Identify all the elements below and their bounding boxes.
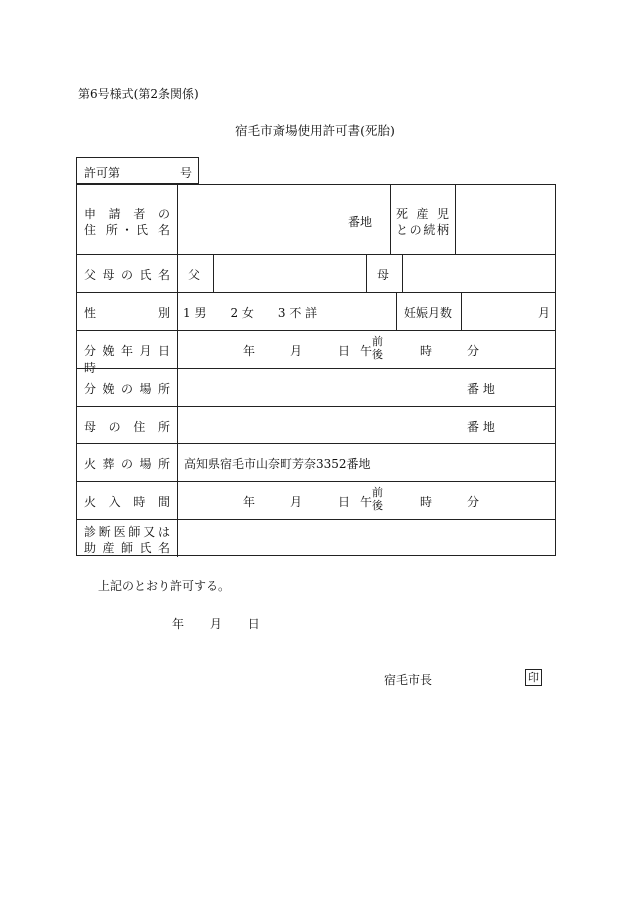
delivery-month-unit[interactable]: 月 bbox=[290, 344, 303, 358]
pregnancy-months-label: 妊娠月数 bbox=[404, 306, 453, 320]
delivery-am: 前 bbox=[372, 335, 383, 348]
delivery-datetime-label: 分 娩 年 月 日 時 bbox=[84, 344, 170, 375]
pregnancy-months-unit: 月 bbox=[538, 306, 551, 320]
relation-label-line2: との続柄 bbox=[396, 223, 449, 237]
mother-address-suffix[interactable]: 番 地 bbox=[467, 420, 495, 434]
cremation-time-label: 火 入 時 間 bbox=[84, 495, 170, 509]
delivery-ampm-label: 午 bbox=[360, 344, 373, 358]
gender-options[interactable]: 1 男 2 女 3 不 詳 bbox=[183, 306, 318, 320]
cremation-hour-unit[interactable]: 時 bbox=[420, 495, 433, 509]
mother-address-label: 母 の 住 所 bbox=[84, 420, 170, 434]
doctor-label-line2: 助 産 師 氏 名 bbox=[84, 541, 170, 555]
delivery-pm: 後 bbox=[372, 348, 383, 361]
cremation-am-pm-choice[interactable] bbox=[372, 486, 383, 512]
doctor-label-line1: 診断医師又は bbox=[84, 525, 170, 539]
delivery-year-unit[interactable]: 年 bbox=[243, 344, 256, 358]
permit-number-box bbox=[76, 157, 199, 184]
parents-label: 父 母 の 氏 名 bbox=[84, 268, 170, 282]
cremation-month-unit[interactable]: 月 bbox=[290, 495, 303, 509]
gender-label: 性 別 bbox=[84, 306, 170, 320]
cremation-year-unit[interactable]: 年 bbox=[243, 495, 256, 509]
approval-note: 上記のとおり許可する。 bbox=[98, 579, 231, 593]
permit-prefix: 許可第 bbox=[84, 166, 121, 180]
cremation-place-value: 高知県宿毛市山奈町芳奈3352番地 bbox=[184, 457, 371, 471]
delivery-day-unit[interactable]: 日 bbox=[338, 344, 351, 358]
issue-year-unit[interactable]: 年 bbox=[172, 617, 185, 631]
delivery-place-label: 分 娩 の 場 所 bbox=[84, 382, 170, 396]
father-label: 父 bbox=[188, 268, 201, 282]
document-title: 宿毛市斎場使用許可書(死胎) bbox=[235, 123, 395, 138]
cremation-am: 前 bbox=[372, 486, 383, 499]
permit-form-table bbox=[76, 184, 556, 556]
applicant-address-suffix[interactable]: 番地 bbox=[348, 215, 373, 229]
cremation-place-label: 火 葬 の 場 所 bbox=[84, 457, 170, 471]
delivery-minute-unit[interactable]: 分 bbox=[467, 344, 480, 358]
mayor-title: 宿毛市長 bbox=[384, 673, 433, 687]
relation-label-line1: 死 産 児 bbox=[396, 207, 449, 221]
applicant-label-line1: 申 請 者 の bbox=[84, 207, 170, 221]
cremation-pm: 後 bbox=[372, 499, 383, 512]
cremation-day-unit[interactable]: 日 bbox=[338, 495, 351, 509]
delivery-am-pm-choice[interactable] bbox=[372, 335, 383, 361]
mother-label: 母 bbox=[377, 268, 390, 282]
permit-suffix: 号 bbox=[179, 166, 192, 180]
applicant-label-line2: 住 所・氏 名 bbox=[84, 223, 170, 237]
cremation-minute-unit[interactable]: 分 bbox=[467, 495, 480, 509]
issue-month-unit[interactable]: 月 bbox=[209, 617, 222, 631]
delivery-hour-unit[interactable]: 時 bbox=[420, 344, 433, 358]
form-number-label: 第6号様式(第2条関係) bbox=[78, 87, 199, 101]
seal-mark: 印 bbox=[525, 669, 542, 686]
delivery-place-suffix[interactable]: 番 地 bbox=[467, 382, 495, 396]
issue-day-unit[interactable]: 日 bbox=[247, 617, 260, 631]
issue-date bbox=[172, 615, 260, 632]
cremation-ampm-label: 午 bbox=[360, 495, 373, 509]
